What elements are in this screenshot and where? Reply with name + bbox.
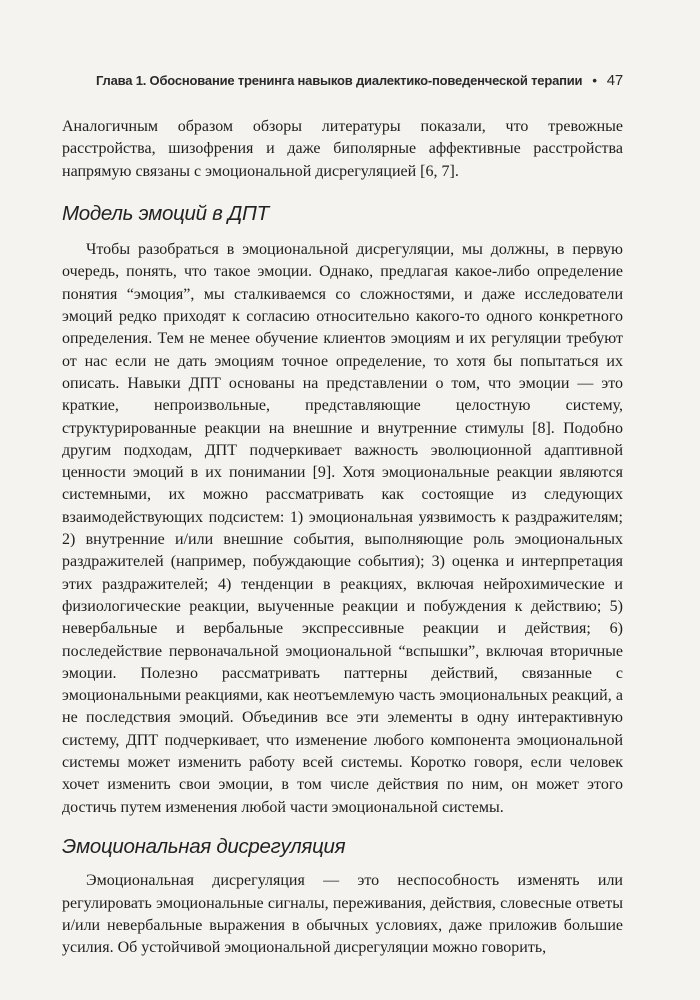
- running-header: [62, 72, 623, 89]
- page-body: [62, 116, 623, 959]
- paragraph-emotion-model: Чтобы разобраться в эмоциональной дисрегуляции, мы должны, в первую очередь, понять, что такое эмоции. Однако, предлагая какое-либо определение понятия “эмоция”, мы сталкиваемся со сложностями, и даже исследователи эмоций редко приходят к согласию относительно какого-то одного конкретного определения. Тем не менее обучение клиентов эмоциям и их регуляции требуют от нас если не дать эмоциям точное определение, то хотя бы попытаться их описать. Навыки ДПТ основаны на представлении о том, что эмоции — это краткие, непроизвольные, представляющие целостную систему, структурированные реакции на внешние и внутренние стимулы [8]. Подобно другим подходам, ДПТ подчеркивает важность эволюционной адаптивной ценности эмоций в их понимании [9]. Хотя эмоциональные реакции являются системными, их можно рассматривать как состоящие из следующих взаимодействующих подсистем: 1) эмоциональная уязвимость к раздражителям; 2) внутренние и/или внешние события, выполняющие роль эмоциональных раздражителей (например, побуждающие события); 3) оценка и интерпретация этих раздражителей; 4) тенденции в реакциях, включая нейрохимические и физиологические реакции, выученные реакции и побуждения к действию; 5) невербальные и вербальные экспрессивные реакции и действия; 6) последействие первоначальной эмоциональной “вспышки”, включая вторичные эмоции. Полезно рассматривать паттерны действий, связанные с эмоциональными реакциями, как неотъемлемую часть эмоциональных реакций, а не последствия эмоций. Объединив все эти элементы в одну интерактивную систему, ДПТ подчеркивает, что изменение любого компонента эмоциональной системы может изменить работу всей системы. Коротко говоря, если человек хочет изменить свои эмоции, в том числе действия по ним, он может этого достичь путем изменения любой части эмоциональной системы.: [62, 241, 623, 816]
- section-heading-emotion-model: Модель эмоций в ДПТ: [62, 201, 269, 225]
- paragraph-emotional-dysregulation: Эмоциональная дисрегуляция — это неспособность изменять или регулировать эмоциональные сигналы, переживания, действия, словесные ответы и/или невербальные выражения в обычных условиях, даже приложив большие усилия. Об устойчивой эмоциональной дисрегуляции можно говорить,: [62, 872, 623, 957]
- header-separator: •: [592, 73, 597, 88]
- paragraph-intro: Аналогичным образом обзоры литературы показали, что тревожные расстройства, шизофрения и даже биполярные аффективные расстройства напрямую связаны с эмоциональной дисрегуляцией [6, 7].: [62, 118, 623, 180]
- chapter-title: Глава 1. Обоснование тренинга навыков диалектико-поведенческой терапии: [96, 73, 583, 88]
- page-number: 47: [606, 72, 623, 89]
- section-heading-emotional-dysregulation: Эмоциональная дисрегуляция: [62, 834, 346, 858]
